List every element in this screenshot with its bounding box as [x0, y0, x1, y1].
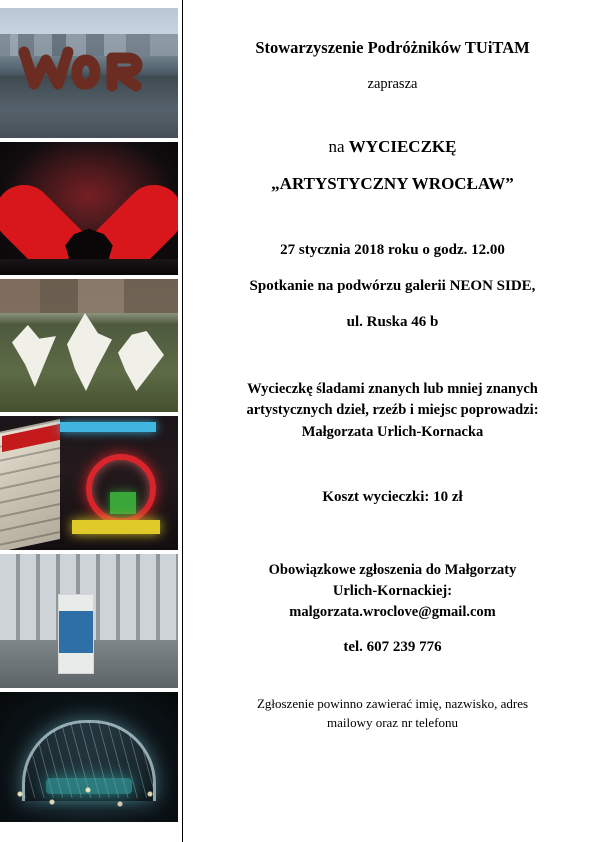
yellow-neon-bar-shape [72, 520, 160, 534]
signup-line-2: Urlich-Kornackiej: [332, 583, 453, 600]
wro-letters-icon [16, 44, 162, 96]
note-line-1: Zgłoszenie powinno zawierać imię, nazwisko, adres [256, 696, 529, 712]
photo-modern-building-banner [0, 554, 178, 688]
ground-lights-shape [0, 778, 178, 812]
contact-email[interactable]: malgorzata.wroclove@gmail.com [289, 604, 496, 621]
signup-line-1: Obowiązkowe zgłoszenia do Małgorzaty [268, 562, 517, 579]
photo-red-heart-neon [0, 142, 178, 275]
contact-phone: tel. 607 239 776 [343, 639, 442, 656]
signup-note [203, 695, 582, 733]
photo-neon-side-signs [0, 416, 178, 550]
sculpture-shape-3 [118, 331, 164, 391]
meeting-point: Spotkanie na podwórzu galerii NEON SIDE, [249, 277, 536, 294]
organizer-name: Stowarzyszenie Podróżników TUiTAM [255, 38, 530, 57]
sculpture-shape-2 [62, 313, 112, 391]
background-building-shape [0, 279, 178, 313]
text-column [183, 0, 600, 842]
trip-word: WYCIECZKĘ [348, 136, 457, 156]
description-line-2: artystycznych dzieł, rzeźb i miejsc poprowadzi: [246, 402, 539, 419]
sculpture-shape-1 [12, 325, 56, 387]
invites-text: zaprasza [367, 75, 418, 92]
description-line-1: Wycieczkę śladami znanych lub mniej znanych [247, 381, 538, 398]
cost-text: Koszt wycieczki: 10 zł [322, 488, 463, 505]
trip-heading [203, 135, 582, 160]
guide-name: Małgorzata Urlich-Kornacka [301, 423, 484, 440]
note-line-2: mailowy oraz nr telefonu [326, 714, 459, 730]
photo-illuminated-arch-night [0, 692, 178, 822]
photo-wro-sculpture-riverside [0, 8, 178, 138]
photo-column [0, 0, 178, 842]
meeting-address: ul. Ruska 46 b [346, 313, 439, 330]
trip-prefix: na [328, 136, 349, 156]
description-block [203, 379, 582, 442]
banner-stand-shape [58, 594, 94, 674]
blue-neon-bar-shape [60, 422, 156, 432]
ground-shape [0, 259, 178, 275]
photo-white-abstract-sculptures [0, 279, 178, 412]
trip-title: „ARTYSTYCZNY WROCŁAW” [271, 173, 514, 193]
event-date: 27 stycznia 2018 roku o godz. 12.00 [280, 242, 505, 259]
green-neon-shape [110, 492, 136, 514]
signup-block [203, 560, 582, 623]
